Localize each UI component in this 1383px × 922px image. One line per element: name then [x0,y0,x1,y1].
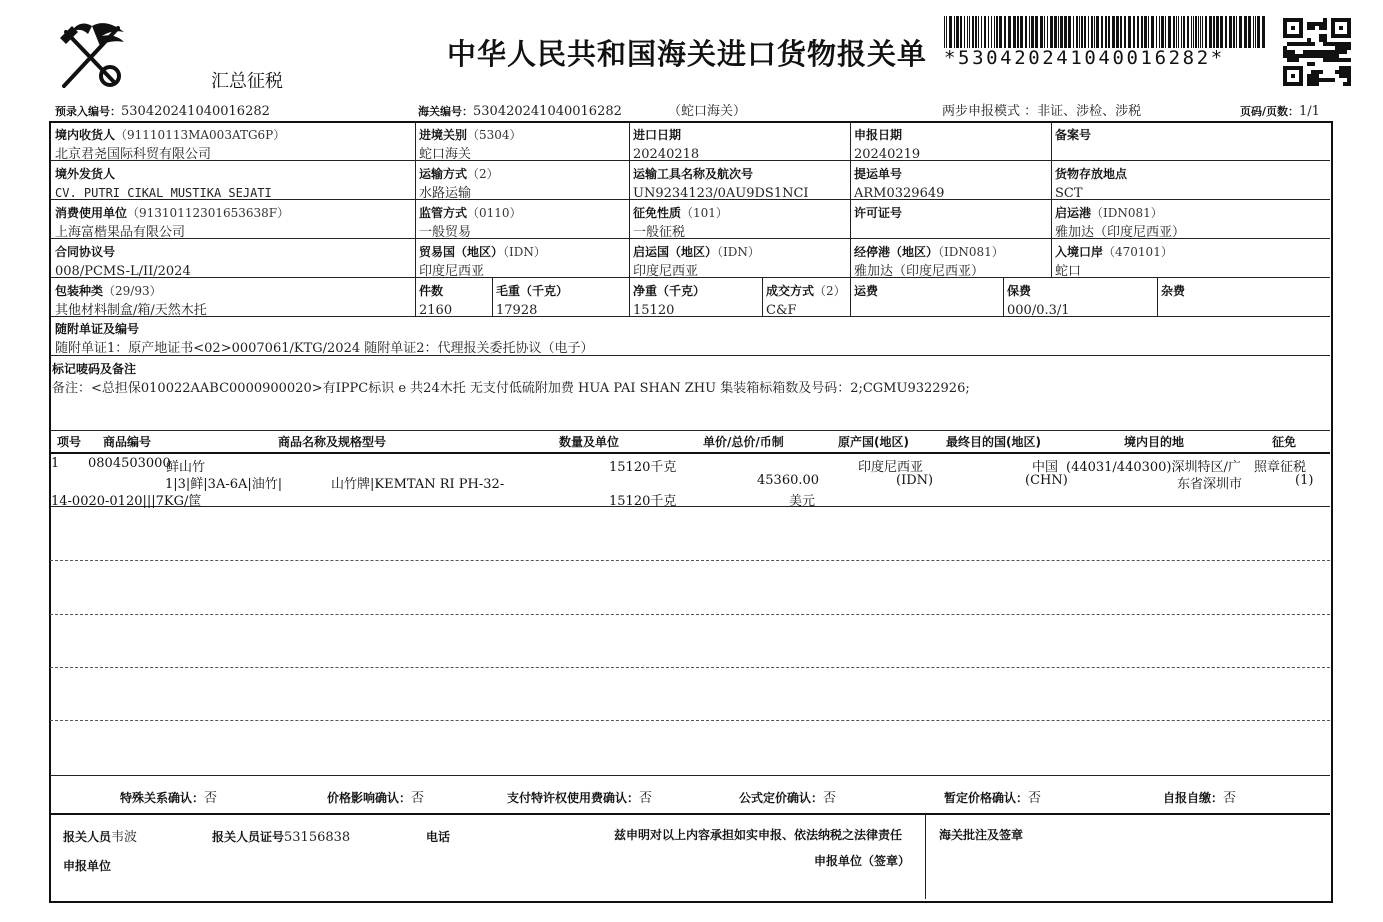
declaring-unit-seal-label: 申报单位（签章） [814,854,911,868]
pre-entry-number: 预录入编号：530420241040016282 [55,104,270,119]
customs-emblem-icon [52,18,132,92]
remarks-cell: 标记唛码及备注 备注：<总担保010022AABC0000900020>有IPPC标识 e 共24木托 无支付低硫附加费 HUA PAI SHAN ZHU 集装箱标箱数及号码：2;CGMU9322926; [52,362,970,396]
row-qty2: 15120千克 [609,494,677,509]
freight-cell: 运费 [854,284,879,298]
bl-cell: 提运单号 ARM0329649 [854,167,945,201]
entry-customs-cell: 进境关别（5304） 蛇口海关 [419,128,522,162]
consignee-cell: 境内收货人（91110113MA003ATG6P） 北京君尧国际科贸有限公司 [55,128,286,162]
customs-office: （蛇口海关） [668,104,747,119]
storage-cell: 货物存放地点 SCT [1055,167,1128,201]
declaration-statement: 兹申明对以上内容承担如实申报、依法纳税之法律责任 [614,828,903,842]
declare-date-cell: 申报日期 20240219 [854,128,921,162]
net-weight-cell: 净重（千克） 15120 [633,284,706,318]
col-name-spec: 商品名称及规格型号 [278,435,387,449]
row-spec-line1: 1|3|鲜|3A-6A|油竹| [165,477,283,492]
page-number: 页码/页数：1/1 [1240,104,1320,119]
package-cell: 包装种类（29/93） 其他材料制盒/箱/天然木托 [55,284,207,318]
col-item-no: 项号 [57,435,82,449]
row-origin-code: (IDN) [896,473,934,488]
declarer-cert: 报关人员证号53156838 [212,830,351,845]
declaring-unit-label: 申报单位 [63,859,112,873]
special-relation-confirm: 特殊关系确认：否 [120,791,218,806]
col-price: 单价/总价/币制 [703,435,784,449]
declare-mode: 两步申报模式 ：非证、涉检、涉税 [942,104,1142,119]
row-total-price: 45360.00 [757,473,820,488]
row-hs-code: 0804503000 [88,456,171,471]
supervision-cell: 监管方式（0110） 一般贸易 [419,206,522,240]
vessel-cell: 运输工具名称及航次号 UN9234123/0AU9DS1NCI [633,167,809,201]
insurance-cell: 保费 000/0.3/1 [1007,284,1070,318]
row-spec-line2: 14-0020-0120|||7KG/筐 [51,494,202,509]
qr-code [1283,18,1351,86]
row-levy2: (1) [1295,473,1314,488]
col-quantity: 数量及单位 [559,435,620,449]
import-date-cell: 进口日期 20240218 [633,128,700,162]
col-levy: 征免 [1272,435,1297,449]
royalty-confirm: 支付特许权使用费确认：否 [507,791,653,806]
col-dest-country: 最终目的国(地区) [946,435,1041,449]
customs-number: 海关编号：530420241040016282 [418,104,622,119]
price-influence-confirm: 价格影响确认：否 [327,791,425,806]
barcode-text: *530420241040016282* [944,47,1225,69]
formula-pricing-confirm: 公式定价确认：否 [739,791,837,806]
declarer: 报关人员韦波 [63,830,138,845]
origin-country-cell: 启运国（地区）（IDN） 印度尼西亚 [633,245,760,279]
dep-port-cell: 启运港（IDN081） 雅加达（印度尼西亚） [1055,206,1186,240]
transit-port-cell: 经停港（地区）（IDN081） 雅加达（印度尼西亚） [854,245,1004,279]
page-title: 中华人民共和国海关进口货物报关单 [447,37,928,71]
misc-fee-cell: 杂费 [1161,284,1186,298]
pieces-cell: 件数 2160 [419,284,453,318]
provisional-price-confirm: 暂定价格确认：否 [944,791,1042,806]
consumer-cell: 消费使用单位（91310112301653638F） 上海富楷果品有限公司 [55,206,290,240]
license-cell: 许可证号 [854,206,903,220]
shipper-cell: 境外发货人 CV. PUTRI CIKAL MUSTIKA SEJATI [55,167,272,200]
row-item-no: 1 [51,456,60,471]
row-name: 鲜山竹 [166,460,206,475]
levy-cell: 征免性质（101） 一般征税 [633,206,728,240]
col-domestic-dest: 境内目的地 [1124,435,1185,449]
record-no-cell: 备案号 [1055,128,1092,142]
row-domestic-dest2: 东省深圳市 [1177,477,1243,492]
self-pay-confirm: 自报自缴：否 [1163,791,1237,806]
gross-weight-cell: 毛重（千克） 17928 [496,284,569,318]
attached-docs-cell: 随附单证及编号 随附单证1：原产地证书<02>0007061/KTG/2024 随附单证2：代理报关委托协议（电子） [55,322,594,356]
row-qty1: 15120千克 [609,460,677,475]
deal-cell: 成交方式（2） C&F [766,284,846,318]
row-brand: 山竹牌|KEMTAN RI PH-32- [331,477,505,492]
barcode [944,16,1266,48]
summary-tax-label: 汇总征税 [211,71,283,92]
remarks-text: 备注：<总担保010022AABC0000900020>有IPPC标识 e 共24木托 无支付低硫附加费 HUA PAI SHAN ZHU 集装箱标箱数及号码：2;CGMU9322926; [52,381,970,396]
consignee-value: 北京君尧国际科贸有限公司 [55,147,212,162]
row-currency: 美元 [789,494,816,509]
trade-country-cell: 贸易国（地区）（IDN） 印度尼西亚 [419,245,546,279]
col-origin: 原产国(地区) [838,435,909,449]
col-hs-code: 商品编号 [103,435,152,449]
row-levy1: 照章征税 [1254,460,1307,475]
row-dest-country-code: (CHN) [1025,473,1068,488]
customs-approval-label: 海关批注及签章 [939,828,1024,842]
transport-mode-cell: 运输方式（2） 水路运输 [419,167,499,201]
phone-label: 电话 [426,830,451,844]
attached-docs-text: 随附单证1：原产地证书<02>0007061/KTG/2024 随附单证2：代理报关委托协议（电子） [55,341,594,356]
row-dest-country: 中国 [1032,460,1059,475]
entry-port-cell: 入境口岸（470101） 蛇口 [1055,245,1173,279]
row-origin: 印度尼西亚 [858,460,924,475]
contract-cell: 合同协议号 008/PCMS-L/II/2024 [55,245,191,279]
row-domestic-dest1: (44031/440300)深圳特区/广 [1066,460,1241,475]
